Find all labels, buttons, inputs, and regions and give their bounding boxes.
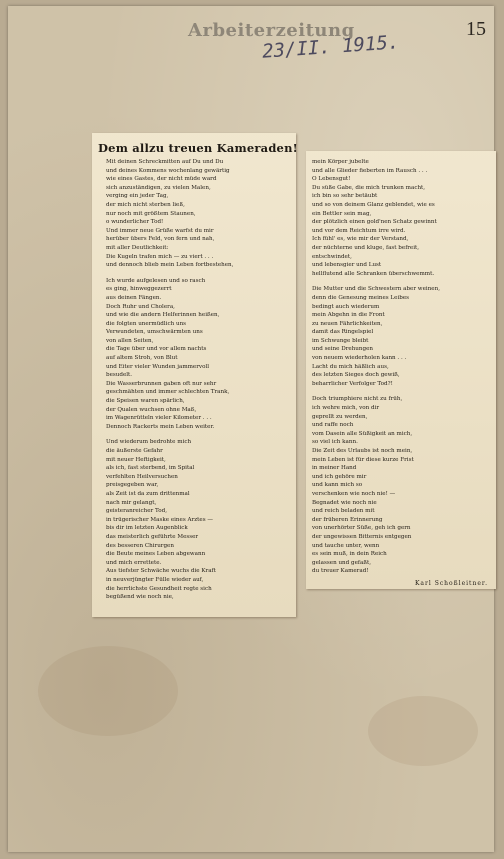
poem-line: und mich errettete.	[106, 559, 162, 566]
stanza-gap	[312, 388, 496, 395]
poem-line: und Eiter vieler Wunden jammervoll	[106, 363, 210, 370]
poem-line: und seine Drehungen	[312, 346, 373, 353]
poem-line: begüßend wie noch nie,	[106, 594, 174, 601]
poem-line: es ging, hinweggezerrt	[106, 286, 172, 293]
poem-line: von neuem wiederholen kann . . .	[312, 355, 407, 362]
poem-line: verfehlten Heilversuchen	[106, 473, 178, 480]
poem-line: und tauche unter, wenn	[312, 542, 380, 549]
poem-line: das meisterlich geführte Messer	[106, 533, 199, 540]
poem-line: und dennoch blieb mein Leben fortbestehen,	[106, 262, 234, 269]
poem-line: Begnadet wie noch nie	[312, 499, 377, 506]
page-number: 15	[466, 18, 486, 40]
poem-line: ich bin so sehr betäubt	[312, 193, 378, 200]
poem-line: ein Bettler sein mag,	[312, 210, 372, 217]
newspaper-masthead: Arbeiterzeitung	[188, 20, 355, 41]
poem-line: die folgten unermüdlich uns	[106, 320, 187, 327]
poem-line: verschenken wie noch nie! —	[312, 490, 396, 497]
poem-line: in trügerischer Maske eines Arztes —	[106, 516, 213, 523]
poem-line: mit aller Deutlichkeit:	[106, 244, 169, 251]
poem-line: beharrlicher Verfolger Tod?!	[312, 380, 393, 387]
poem-line: Du süße Gabe, die mich trunken macht,	[312, 184, 426, 191]
clipping-right-column	[306, 151, 496, 589]
poem-line: die herrlichste Gesundheit regte sich	[106, 585, 212, 592]
poem-line: mein Körper jubelte	[312, 159, 369, 165]
poem-line: und raffe noch	[312, 422, 354, 429]
poem-line: im Schwunge bleibt	[312, 337, 369, 344]
poem-line: und wie die andern Helferinnen heißen,	[106, 312, 220, 319]
handwritten-date: 23/II. 1915.	[261, 31, 400, 63]
poem-line: preisgegeben war,	[106, 482, 159, 489]
stanza-gap	[106, 270, 296, 277]
poem-line: Aus tiefster Schwäche wuchs die Kraft	[106, 568, 216, 575]
poem-line: Dennoch Rackerts mein Leben weiter.	[106, 423, 215, 430]
poem-line: vom Dasein alle Süßigkeit an mich,	[312, 430, 413, 437]
poem-line: der mich nicht sterben ließ,	[106, 201, 185, 208]
poem-line: sich anzuständigen, zu vielen Malen,	[106, 184, 211, 191]
poem-line: mit neuer Heftigkeit,	[106, 456, 166, 463]
poem-line: denn die Genesung meines Leibes	[312, 294, 410, 301]
poem-line: geprellt zu werden,	[312, 413, 368, 420]
poem-line: und deines Kommens wochenlang gewärtig	[106, 167, 230, 174]
poem-line: der ungewissen Bitternis entgegen	[312, 533, 412, 540]
poem-line: Ich wurde aufgelesen und so rasch	[106, 277, 206, 284]
poem-line: o wunderlicher Tod!	[106, 219, 164, 226]
poem-line: der nüchterne und kluge, fast befreit,	[312, 244, 420, 251]
stanza-gap	[312, 278, 496, 285]
poem-line: auf altem Stroh, von Blut	[106, 355, 178, 362]
poem-line: Und immer neue Grüße warfst du mir	[106, 227, 214, 234]
poem-line: nach mir gelangt,	[106, 499, 157, 506]
poem-line: und ich gehöre mir	[312, 473, 367, 480]
author-signature: Karl Schoßleitner.	[414, 579, 488, 587]
poem-line: Die Mutter und die Schwestern aber weinen,	[312, 286, 440, 293]
poem-title: Dem allzu treuen Kameraden!	[98, 141, 298, 155]
poem-line: geschmähten und immer schlechten Trank,	[106, 389, 230, 396]
poem-line: in neuverjüngter Fülle wieder auf,	[106, 576, 204, 583]
poem-line: der früheren Erinnerung	[312, 516, 383, 523]
poem-line: des besseren Chirurgen	[106, 542, 174, 549]
poem-line: mein Abgehn in die Front	[312, 312, 385, 319]
poem-line: der plötzlich einen gold'nen Schatz gewinnt	[312, 219, 437, 226]
poem-line: die äußerste Gefahr	[106, 448, 163, 454]
poem-line: hellflutend alle Schranken überschwemmt.	[312, 270, 435, 277]
poem-line: des letzten Sieges doch gewiß,	[312, 372, 400, 379]
poem-line: du treuer Kamerad!	[312, 568, 369, 575]
poem-line: Die Zeit des Urlaubs ist noch mein,	[312, 448, 413, 454]
poem-line: Die Wasserbrunnen gaben oft nur sehr	[106, 380, 217, 387]
paper-stain	[368, 696, 478, 766]
poem-line: als Zeit ist da zum drittenmal	[106, 490, 190, 497]
poem-line: und vor dem Reichtum irre wird.	[312, 227, 406, 234]
clipping-left-column	[92, 133, 296, 617]
poem-line: bedingt auch wiederum	[312, 303, 380, 310]
poem-line: die Tage über und vor allem nachts	[106, 346, 207, 353]
poem-line: Die Kugeln trafen mich — zu viert . . .	[106, 253, 214, 260]
poem-line: von unerhörter Süße, geh ich gern	[312, 525, 411, 532]
poem-line: als ich, fast sterbend, im Spital	[106, 465, 195, 472]
poem-line: im Wagenrütteln vieler Kilometer . . .	[106, 415, 212, 422]
poem-line: Doch Ruhr und Cholera,	[106, 303, 175, 310]
poem-line: Mit deinen Schreckmitten auf Du und Du	[106, 159, 224, 165]
poem-line: mein Leben ist für diese kurze Frist	[312, 456, 414, 463]
poem-line: nur noch mit größtem Staunen,	[106, 210, 196, 217]
poem-line: zu neuen Fährlichkeiten,	[312, 320, 383, 327]
poem-line: Ich fühl' es, wie mir der Verstand,	[312, 236, 409, 243]
poem-line: verging ein jeder Tag,	[106, 193, 169, 200]
poem-line: besudelt.	[106, 372, 133, 379]
poem-line: die Speisen waren spärlich,	[106, 398, 185, 405]
poem-line: und alle Glieder fieberten im Rausch . . .	[312, 167, 428, 174]
poem-line: damit das Ringelspiel	[312, 329, 374, 336]
poem-line: die Beute meines Leben abgewann	[106, 551, 206, 558]
poem-line: aus deinen Fängen.	[106, 294, 162, 301]
poem-line: Doch triumphiere nicht zu früh,	[312, 396, 403, 403]
poem-line: von allen Seiten,	[106, 337, 154, 344]
poem-line: entschwindet,	[312, 253, 352, 260]
poem-line: so viel ich kann.	[312, 439, 358, 446]
poem-line: es sein muß, in dein Reich	[312, 551, 387, 558]
poem-line: und reich beladen mit	[312, 508, 375, 515]
poem-line: gelassen und gefaßt,	[312, 559, 372, 566]
poem-line: wie eines Gastes, der nicht müde ward	[106, 176, 217, 183]
poem-line: und so von deinem Glanz geblendet, wie es	[312, 201, 435, 208]
poem-line: in meiner Hand	[312, 465, 357, 472]
paper-stain	[38, 646, 178, 736]
stanza-gap	[106, 431, 296, 438]
poem-line: der Qualen wuchsen ohne Maß,	[106, 406, 197, 413]
poem-line: und lebensgier und Lust	[312, 262, 382, 269]
poem-line: Lacht du mich häßlich aus,	[312, 363, 389, 370]
poem-line: geisteranreicher Tod,	[106, 508, 168, 515]
poem-line: Und wiederum bedrohte mich	[106, 439, 192, 446]
poem-line: bis dir im letzten Augenblick	[106, 525, 188, 532]
poem-line: Verwundeten, umschwärmten uns	[106, 329, 203, 336]
poem-line: herüber übers Feld, von fern und nah,	[106, 236, 215, 243]
poem-line: ich wehre mich, von dir	[312, 405, 380, 412]
poem-left-lines	[106, 158, 296, 602]
poem-right-lines	[312, 158, 496, 576]
poem-line: O Lebensgut!	[312, 176, 351, 183]
poem-line: und kann mich so	[312, 482, 363, 489]
